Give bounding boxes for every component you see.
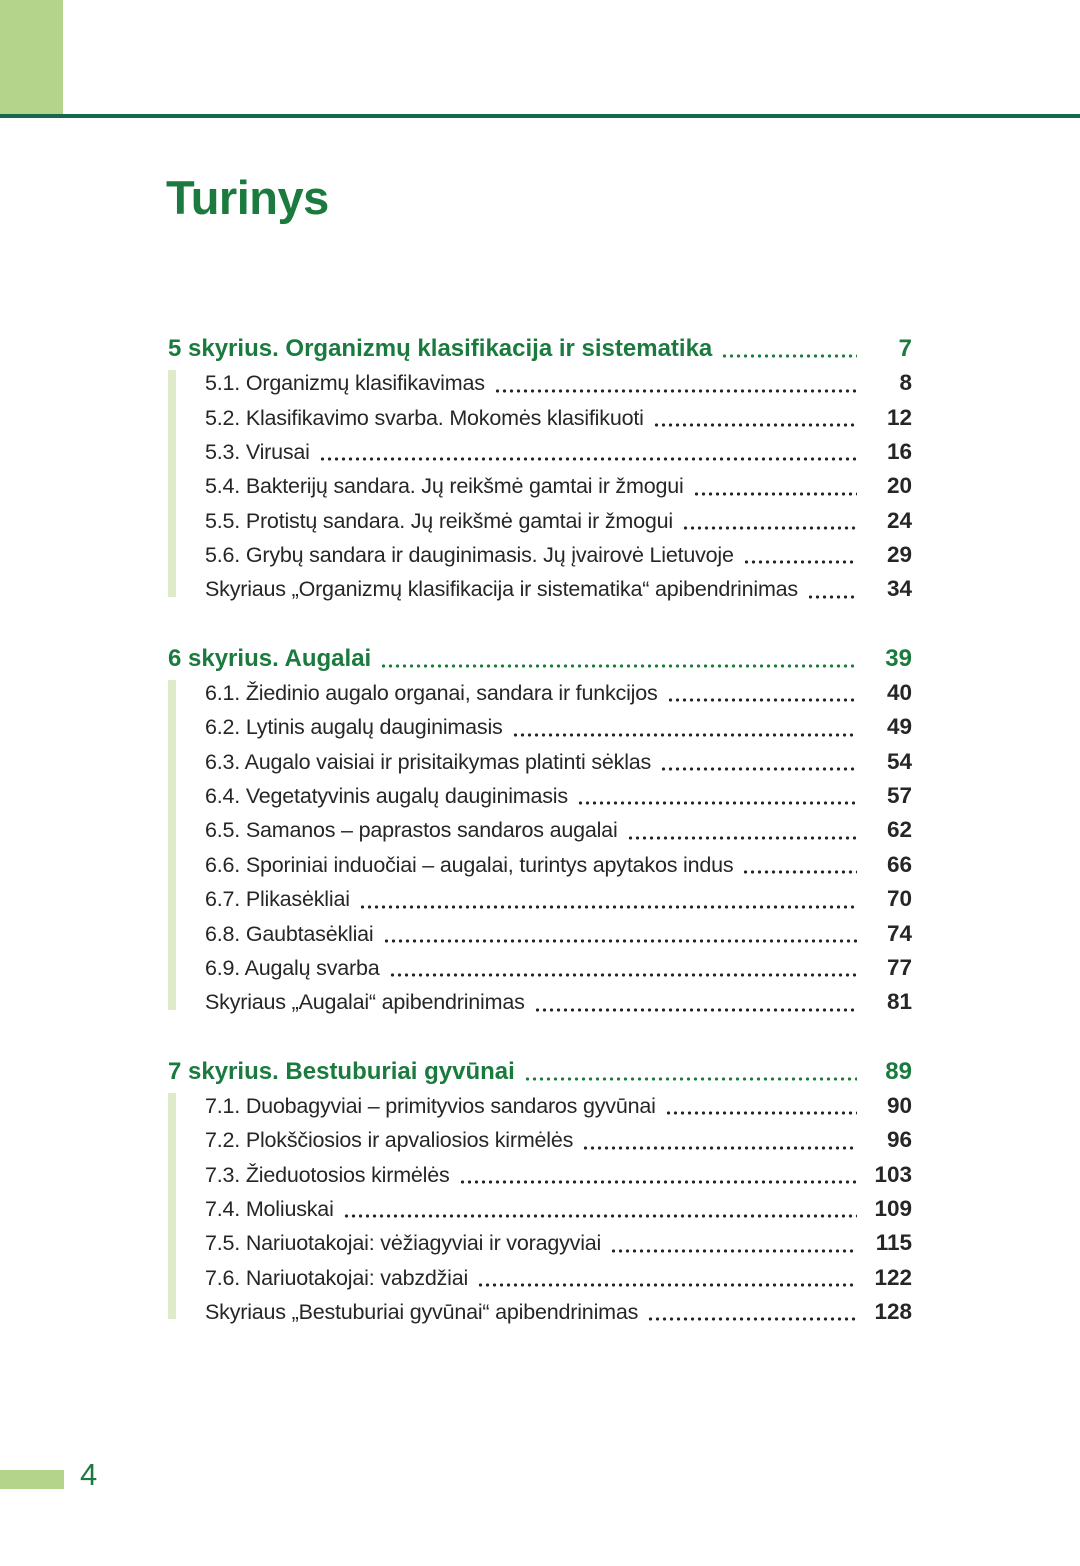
page-title: Turinys xyxy=(166,171,329,224)
toc-entry-title: 5.4. Bakterijų sandara. Jų reikšmė gamtai ir žmogui xyxy=(205,474,684,499)
toc-entry-page: 12 xyxy=(886,404,912,430)
toc-entry-title: 6.9. Augalų svarba xyxy=(205,955,380,980)
toc-entry-title: 5.3. Virusai xyxy=(205,440,310,465)
toc-entry-title: 7.4. Moliuskai xyxy=(205,1196,334,1221)
toc-entry-page: 16 xyxy=(886,439,912,465)
toc-entry-title: 6.3. Augalo vaisiai ir prisitaikymas platinti sėklas xyxy=(205,749,652,774)
toc-entry xyxy=(205,572,912,606)
dot-leader xyxy=(477,1283,857,1287)
dot-leader xyxy=(721,354,857,358)
toc-entry xyxy=(205,985,912,1019)
toc-entry-title: 5.1. Organizmų klasifikavimas xyxy=(205,371,485,396)
toc-entry-title: 6.8. Gaubtasėkliai xyxy=(205,921,374,946)
dot-leader xyxy=(512,733,857,737)
dot-leader xyxy=(319,457,857,461)
toc-entry xyxy=(205,538,912,572)
section-accent-bar xyxy=(168,680,176,1009)
dot-leader xyxy=(343,1214,857,1218)
toc-entry xyxy=(205,401,912,435)
toc-section-page: 7 xyxy=(898,335,912,362)
dot-leader xyxy=(682,526,857,530)
toc-entry xyxy=(205,1295,912,1329)
toc-entry xyxy=(205,1226,912,1260)
dot-leader xyxy=(693,492,857,496)
dot-leader xyxy=(534,1008,857,1012)
toc-section-title: 5 skyrius. Organizmų klasifikacija ir sistematika xyxy=(168,335,713,362)
toc-section-title: 6 skyrius. Augalai xyxy=(168,644,372,672)
footer-accent-bar xyxy=(0,1470,64,1489)
toc-entry-page: 24 xyxy=(886,507,912,533)
toc-entry xyxy=(205,848,912,882)
toc-entry-title: 6.6. Sporiniai induočiai – augalai, turintys apytakos indus xyxy=(205,852,734,877)
toc-subsection-list xyxy=(168,366,912,606)
dot-leader xyxy=(582,1146,857,1150)
toc-entry xyxy=(205,366,912,400)
toc-entry-page: 20 xyxy=(886,473,912,499)
toc-entry xyxy=(205,1158,912,1192)
dot-leader xyxy=(742,870,857,874)
toc-entry-page: 8 xyxy=(899,370,912,396)
toc-entry-title: 6.4. Vegetatyvinis augalų dauginimasis xyxy=(205,784,568,809)
toc-entry xyxy=(205,917,912,951)
toc-entry-page: 81 xyxy=(886,989,912,1015)
toc-entry-page: 70 xyxy=(886,886,912,912)
toc-entry-title: 6.7. Plikasėkliai xyxy=(205,887,350,912)
dot-leader xyxy=(627,836,857,840)
toc-entry-title: 7.5. Nariuotakojai: vėžiagyviai ir voragyviai xyxy=(205,1231,602,1256)
dot-leader xyxy=(494,389,857,393)
dot-leader xyxy=(577,801,857,805)
dot-leader xyxy=(743,560,857,564)
toc-entry-page: 74 xyxy=(886,920,912,946)
toc-entry xyxy=(205,676,912,710)
toc-entry-title: Skyriaus „Augalai“ apibendrinimas xyxy=(205,990,525,1015)
toc-entry xyxy=(205,469,912,503)
dot-leader xyxy=(459,1180,857,1184)
toc-section-title: 7 skyrius. Bestuburiai gyvūnai xyxy=(168,1057,515,1085)
toc-subsection-list xyxy=(168,676,912,1019)
toc-section-header xyxy=(168,642,912,676)
toc-entry xyxy=(205,779,912,813)
dot-leader xyxy=(380,664,857,668)
toc-entry-title: 7.2. Plokščiosios ir apvaliosios kirmėlės xyxy=(205,1128,574,1153)
dot-leader xyxy=(524,1077,857,1081)
dot-leader xyxy=(610,1249,857,1253)
toc-entry-title: 6.1. Žiedinio augalo organai, sandara ir funkcijos xyxy=(205,681,658,706)
toc-entry-title: 5.2. Klasifikavimo svarba. Mokomės klasifikuoti xyxy=(205,405,644,430)
toc-entry-page: 103 xyxy=(874,1161,912,1187)
toc-entry-page: 66 xyxy=(886,851,912,877)
dot-leader xyxy=(383,939,857,943)
toc-subsection-list xyxy=(168,1089,912,1329)
toc-entry-page: 29 xyxy=(886,542,912,568)
toc-entry-page: 96 xyxy=(886,1127,912,1153)
toc-section-header xyxy=(168,1055,912,1089)
toc-entry-page: 90 xyxy=(886,1092,912,1118)
toc-entry-title: 5.5. Protistų sandara. Jų reikšmė gamtai ir žmogui xyxy=(205,508,673,533)
toc-entry xyxy=(205,1089,912,1123)
toc-entry xyxy=(205,1123,912,1157)
toc-entry-title: Skyriaus „Organizmų klasifikacija ir sistematika“ apibendrinimas xyxy=(205,577,798,602)
toc-entry xyxy=(205,1261,912,1295)
top-rule xyxy=(0,114,1080,118)
table-of-contents xyxy=(168,332,912,1329)
dot-leader xyxy=(807,595,857,599)
toc-entry-title: 7.3. Žieduotosios kirmėlės xyxy=(205,1162,450,1187)
section-accent-bar xyxy=(168,370,176,596)
dot-leader xyxy=(359,905,857,909)
toc-entry-title: 6.5. Samanos – paprastos sandaros augalai xyxy=(205,818,618,843)
toc-entry-page: 54 xyxy=(886,748,912,774)
toc-entry xyxy=(205,435,912,469)
toc-section-7 xyxy=(168,1055,912,1330)
dot-leader xyxy=(665,1111,857,1115)
toc-entry-page: 77 xyxy=(886,954,912,980)
dot-leader xyxy=(660,767,857,771)
toc-section-header xyxy=(168,332,912,366)
toc-entry-page: 115 xyxy=(875,1230,912,1256)
section-accent-bar xyxy=(168,1093,176,1319)
toc-section-page: 89 xyxy=(885,1057,912,1085)
toc-entry-title: 7.6. Nariuotakojai: vabzdžiai xyxy=(205,1265,469,1290)
toc-entry-title: 5.6. Grybų sandara ir dauginimasis. Jų įvairovė Lietuvoje xyxy=(205,543,734,568)
toc-entry xyxy=(205,710,912,744)
toc-entry xyxy=(205,1192,912,1226)
toc-section-5 xyxy=(168,332,912,607)
toc-entry xyxy=(205,951,912,985)
dot-leader xyxy=(653,423,857,427)
toc-entry-page: 109 xyxy=(874,1195,912,1221)
toc-entry-page: 128 xyxy=(874,1298,912,1324)
dot-leader xyxy=(667,698,857,702)
toc-entry-title: 6.2. Lytinis augalų dauginimasis xyxy=(205,715,503,740)
dot-leader xyxy=(389,973,858,977)
corner-accent-block xyxy=(0,0,63,114)
toc-entry-page: 49 xyxy=(886,714,912,740)
toc-entry-page: 122 xyxy=(874,1264,912,1290)
page-number: 4 xyxy=(80,1457,98,1492)
toc-section-page: 39 xyxy=(885,644,912,672)
toc-entry-page: 40 xyxy=(886,680,912,706)
toc-entry-page: 34 xyxy=(886,576,912,602)
toc-entry-title: Skyriaus „Bestuburiai gyvūnai“ apibendrinimas xyxy=(205,1299,639,1324)
toc-entry xyxy=(205,813,912,847)
toc-entry-page: 57 xyxy=(886,783,912,809)
toc-entry-page: 62 xyxy=(886,817,912,843)
toc-entry xyxy=(205,504,912,538)
toc-entry-title: 7.1. Duobagyviai – primityvios sandaros gyvūnai xyxy=(205,1093,656,1118)
toc-entry xyxy=(205,745,912,779)
dot-leader xyxy=(647,1317,857,1321)
toc-entry xyxy=(205,882,912,916)
toc-section-6 xyxy=(168,642,912,1020)
